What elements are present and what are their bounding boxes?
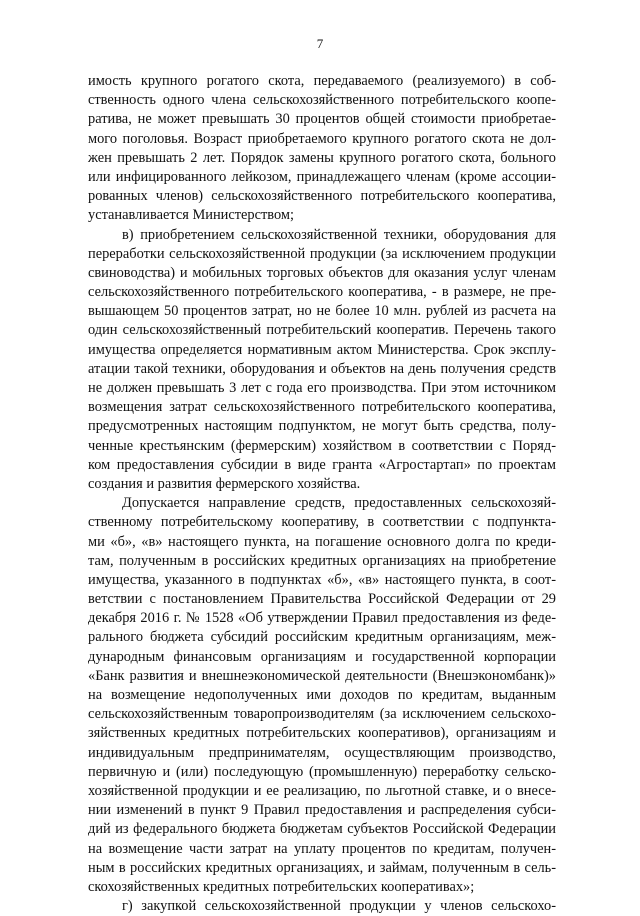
text-line: зяйственных кредитных потребительских кооперативов), организациям и bbox=[88, 725, 556, 742]
text-line: сельскохозяйственным товаропроизводителям (за исключением сельскохо- bbox=[88, 706, 556, 723]
text-line: ми «б», «в» настоящего пункта, на погашение основного долга по креди- bbox=[88, 533, 556, 550]
text-line: один сельскохозяйственный потребительский кооператив. Перечень такого bbox=[88, 322, 556, 339]
text-line: или инфицированного лейкозом, принадлежащего членам (кроме ассоции- bbox=[88, 168, 556, 185]
text-line: ченные крестьянским (фермерским) хозяйством в соответствии с Поряд- bbox=[88, 437, 556, 454]
text-line: ственному потребительскому кооперативу, в соответствии с подпункта- bbox=[88, 514, 556, 531]
text-line: сельскохозяйственного потребительского кооператива, - в размере, не пре- bbox=[88, 284, 556, 301]
text-line: устанавливается Министерством; bbox=[88, 207, 295, 224]
text-line: атации такой техники, оборудования и объектов на день получения средств bbox=[88, 360, 556, 377]
text-line: свиноводства) и мобильных торговых объектов для оказания услуг членам bbox=[88, 264, 556, 281]
text-line: г) закупкой сельскохозяйственной продукции у членов сельскохо- bbox=[122, 898, 556, 915]
text-line: переработки сельскохозяйственной продукции (за исключением продукции bbox=[88, 245, 556, 262]
text-line: создания и развития фермерского хозяйства. bbox=[88, 475, 361, 492]
text-line: рального бюджета субсидий российским кредитным организациям, меж- bbox=[88, 629, 556, 646]
text-line: декабря 2016 г. № 1528 «Об утверждении Правил предоставления из феде- bbox=[88, 610, 556, 627]
text-line: «Банк развития и внешнеэкономической деятельности (Внешэкономбанк)» bbox=[88, 667, 556, 684]
text-line: на возмещение недополученных ими доходов по кредитам, выданным bbox=[88, 687, 556, 703]
text-line: в) приобретением сельскохозяйственной техники, оборудования для bbox=[122, 226, 556, 243]
paragraph bbox=[88, 897, 556, 916]
text-line: дународным финансовым организациям и государственной корпорации bbox=[88, 648, 556, 665]
text-line: имущества определяется нормативным актом Министерства. Срок эксплу- bbox=[88, 341, 556, 358]
text-line: ственность одного члена сельскохозяйственного потребительского коопе- bbox=[88, 92, 556, 109]
text-line: имущества, указанного в подпунктах «б», «в» настоящего пункта, в соот- bbox=[88, 571, 556, 588]
text-line: там, полученным в российских кредитных организациях на приобретение bbox=[88, 552, 556, 569]
text-line: ным в российских кредитных организациях, и займам, полученным в сель- bbox=[88, 859, 556, 876]
text-line: возмещения затрат сельскохозяйственного потребительского кооператива, bbox=[88, 399, 556, 416]
text-line: рованных членов) сельскохозяйственного потребительского кооператива, bbox=[88, 188, 556, 205]
text-line: хозяйственной продукции и ее реализацию, по льготной ставке, и о внесе- bbox=[88, 782, 556, 799]
text-line: первичную и (или) последующую (промышленную) переработку сельско- bbox=[88, 763, 556, 780]
body-text bbox=[88, 72, 556, 916]
text-line: мого поголовья. Возраст приобретаемого крупного рогатого скота не дол- bbox=[88, 130, 556, 147]
page-number: 7 bbox=[316, 36, 324, 51]
text-line: ратива, не может превышать 30 процентов общей стоимости приобретае- bbox=[88, 111, 556, 128]
text-line: жен превышать 2 лет. Порядок замены крупного рогатого скота, больного bbox=[88, 149, 556, 166]
text-line: дий из федерального бюджета бюджетам субъектов Российской Федерации bbox=[88, 821, 556, 838]
text-line: не должен превышать 3 лет с года его производства. При этом источником bbox=[88, 380, 556, 396]
text-line: скохозяйственных кредитных потребительских кооперативах»; bbox=[88, 878, 475, 895]
text-line: вышающем 50 процентов затрат, но не более 10 млн. рублей из расчета на bbox=[88, 303, 556, 320]
text-line: на возмещение части затрат на уплату процентов по кредитам, получен- bbox=[88, 840, 556, 857]
text-line: Допускается направление средств, предоставленных сельскохозяй- bbox=[122, 495, 556, 512]
text-line: ветствии с постановлением Правительства Российской Федерации от 29 bbox=[88, 591, 556, 608]
text-line: ком предоставления субсидии в виде гранта «Агростартап» по проектам bbox=[88, 456, 556, 473]
paragraph bbox=[88, 72, 556, 226]
text-line: имость крупного рогатого скота, передаваемого (реализуемого) в соб- bbox=[88, 73, 556, 89]
text-line: индивидуальным предпринимателям, осуществляющим производство, bbox=[88, 744, 556, 761]
text-line: нии изменений в пункт 9 Правил предоставления и распределения субси- bbox=[88, 802, 556, 819]
text-line: предусмотренных настоящим подпунктом, не могут быть средства, полу- bbox=[88, 418, 556, 435]
paragraph bbox=[88, 226, 556, 495]
paragraph bbox=[88, 494, 556, 897]
